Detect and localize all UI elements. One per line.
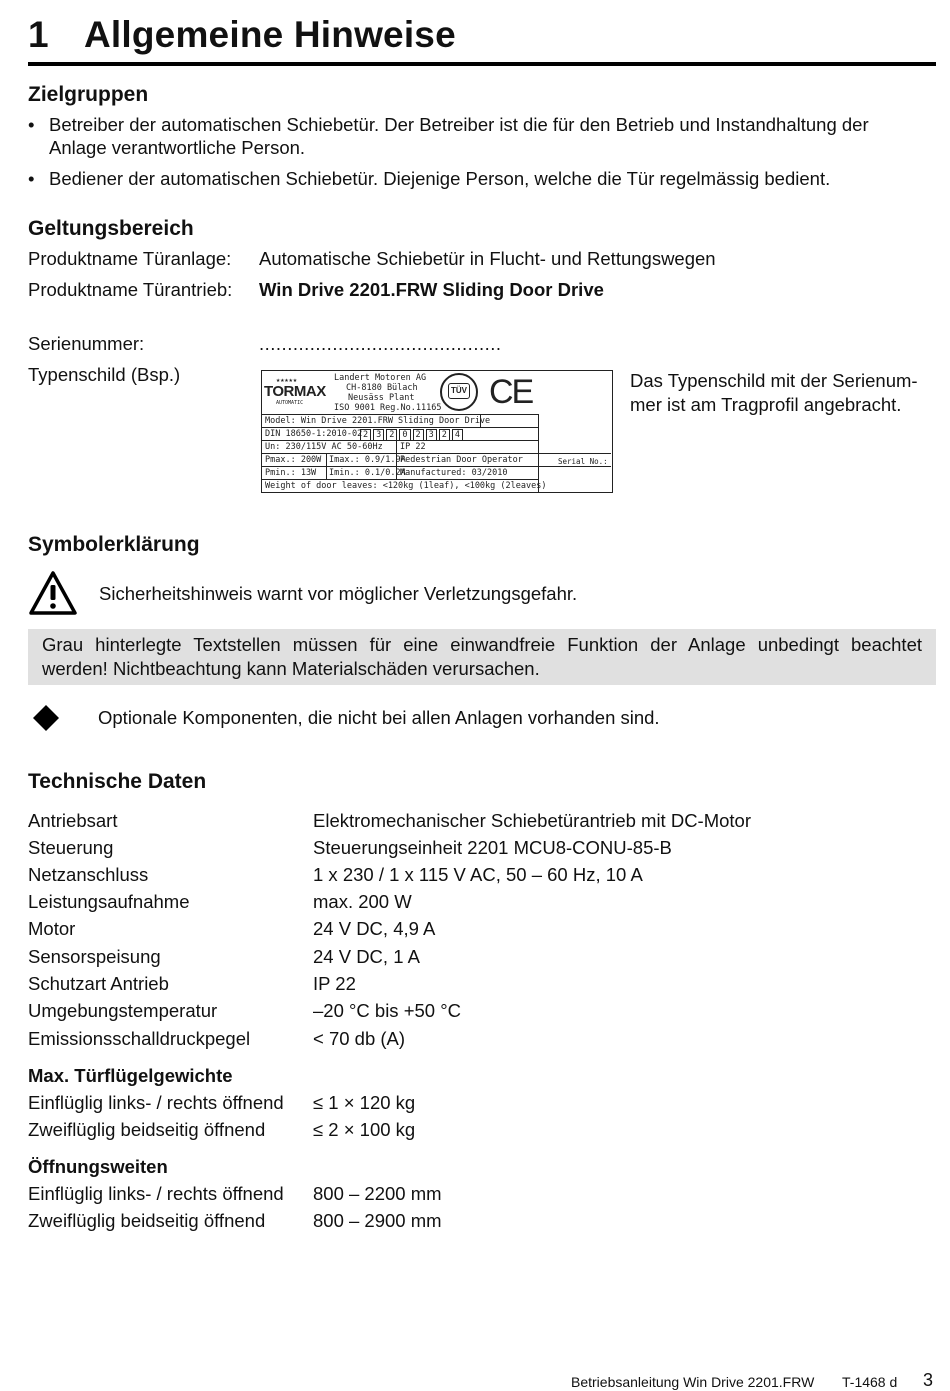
plate-label: Typenschild (Bsp.) xyxy=(28,364,181,385)
spec-label: Motor xyxy=(28,918,76,939)
plate-serial: Serial No.: xyxy=(558,457,608,466)
plate-divider xyxy=(262,427,538,428)
plate-city: CH-8180 Bülach xyxy=(346,383,418,393)
optional-description: Optionale Komponenten, die nicht bei allen Anlagen vorhanden sind. xyxy=(98,707,660,728)
spec-value: < 70 db (A) xyxy=(313,1028,406,1049)
tuv-label: TÜV xyxy=(448,383,470,399)
din-code: 2 xyxy=(386,429,397,441)
plate-divider xyxy=(262,414,538,415)
heading-rule xyxy=(28,62,936,66)
gray-notice-line: Grau hinterlegte Textstellen müssen für eine einwandfreie Funktion der Anlage unbedingt beachtet xyxy=(42,634,922,655)
plate-note-line: mer ist am Tragprofil angebracht. xyxy=(630,394,902,415)
section-title-technische-daten: Technische Daten xyxy=(28,770,207,793)
din-code: 2 xyxy=(413,429,424,441)
plate-weight: Weight of door leaves: <120kg (1leaf), <100kg (2leaves) xyxy=(265,481,547,491)
spec-value: 800 – 2900 mm xyxy=(313,1210,442,1231)
spec-label: Einflüglig links- / rechts öffnend xyxy=(28,1092,284,1113)
section-title-zielgruppen: Zielgruppen xyxy=(28,83,149,106)
bullet-dot: • xyxy=(28,114,35,135)
list-item-line: Anlage verantwortliche Person. xyxy=(49,137,306,158)
gray-notice-line: werden! Nichtbeachtung kann Materialschäden verursachen. xyxy=(42,658,540,679)
type-plate xyxy=(261,370,613,493)
warning-description: Sicherheitshinweis warnt vor möglicher Verletzungsgefahr. xyxy=(99,583,578,604)
stars-icon: ★★★★★ xyxy=(276,376,298,384)
bullet-dot: • xyxy=(28,168,35,189)
footer-document-title: Betriebsanleitung Win Drive 2201.FRW xyxy=(571,1374,815,1390)
product-drive-label: Produktname Türantrieb: xyxy=(28,279,233,300)
plate-operator: Pedestrian Door Operator xyxy=(400,455,523,465)
spec-label: Zweiflüglig beidseitig öffnend xyxy=(28,1210,266,1231)
page-number: 3 xyxy=(923,1370,934,1390)
tormax-logo: TORMAX xyxy=(264,383,326,400)
din-code: 3 xyxy=(373,429,384,441)
serial-dotted-line: ........................................... xyxy=(259,333,502,354)
plate-pmin: Pmin.: 13W xyxy=(265,468,317,478)
section-title-geltungsbereich: Geltungsbereich xyxy=(28,217,194,240)
spec-label: Einflüglig links- / rechts öffnend xyxy=(28,1183,284,1204)
spec-value: 24 V DC, 4,9 A xyxy=(313,918,436,939)
spec-label: Netzanschluss xyxy=(28,864,149,885)
page-heading xyxy=(28,14,456,56)
plate-manufactured: Manufactured: 03/2010 xyxy=(400,468,508,478)
section-title-symbole: Symbolerklärung xyxy=(28,533,200,556)
din-code: 0 xyxy=(399,429,410,441)
spec-label: Steuerung xyxy=(28,837,114,858)
plate-ip: IP 22 xyxy=(400,442,426,452)
spec-label: Leistungsaufnahme xyxy=(28,891,190,912)
footer-document-code: T-1468 d xyxy=(842,1374,898,1390)
spec-value: 24 V DC, 1 A xyxy=(313,946,420,967)
plate-pmax: Pmax.: 200W xyxy=(265,455,322,465)
plate-un: Un: 230/115V AC 50-60Hz xyxy=(265,442,383,452)
subsection-title-widths: Öffnungsweiten xyxy=(28,1156,168,1177)
product-door-value: Automatische Schiebetür in Flucht- und Rettungswegen xyxy=(259,248,716,269)
diamond-icon xyxy=(32,704,60,732)
spec-value: ≤ 2 × 100 kg xyxy=(313,1119,416,1140)
spec-value: Elektromechanischer Schiebetürantrieb mit DC-Motor xyxy=(313,810,752,831)
spec-label: Sensorspeisung xyxy=(28,946,161,967)
chapter-title: Allgemeine Hinweise xyxy=(84,14,456,55)
plate-divider xyxy=(326,453,327,479)
plate-imin: Imin.: 0.1/0.2A xyxy=(329,468,406,478)
spec-value: max. 200 W xyxy=(313,891,412,912)
subsection-title-weights: Max. Türflügelgewichte xyxy=(28,1065,233,1086)
ce-mark-icon: CE xyxy=(489,373,533,411)
product-door-label: Produktname Türanlage: xyxy=(28,248,232,269)
serial-label: Serienummer: xyxy=(28,333,145,354)
plate-note xyxy=(630,369,918,417)
tuv-seal-icon xyxy=(440,373,478,411)
din-code: 2 xyxy=(439,429,450,441)
spec-label: Emissionsschalldruckpegel xyxy=(28,1028,251,1049)
warning-triangle-icon xyxy=(28,570,78,616)
plate-divider xyxy=(262,479,538,480)
din-code: 4 xyxy=(452,429,463,441)
plate-divider xyxy=(262,453,611,454)
plate-din: DIN 18650-1:2010-02 xyxy=(265,429,363,439)
spec-label: Antriebsart xyxy=(28,810,118,831)
spec-value: 800 – 2200 mm xyxy=(313,1183,442,1204)
spec-value: 1 x 230 / 1 x 115 V AC, 50 – 60 Hz, 10 A xyxy=(313,864,643,885)
spec-value: –20 °C bis +50 °C xyxy=(313,1000,461,1021)
plate-plant: Neusäss Plant xyxy=(348,393,415,403)
spec-value: ≤ 1 × 120 kg xyxy=(313,1092,416,1113)
list-item xyxy=(49,113,939,159)
tormax-logo-sub: AUTOMATIC xyxy=(276,400,304,406)
list-item: Bediener der automatischen Schiebetür. Diejenige Person, welche die Tür regelmässig bedient. xyxy=(49,168,831,189)
chapter-number: 1 xyxy=(28,14,49,55)
plate-model: Model: Win Drive 2201.FRW Sliding Door Drive xyxy=(265,416,491,426)
plate-iso: ISO 9001 Reg.No.11165 xyxy=(334,403,442,413)
gray-notice-text xyxy=(42,633,922,681)
plate-din-codes xyxy=(360,429,463,441)
plate-note-line: Das Typenschild mit der Serienum- xyxy=(630,370,918,391)
plate-imax: Imax.: 0.9/1.9A xyxy=(329,455,406,465)
din-code: 2 xyxy=(360,429,371,441)
din-code: 3 xyxy=(426,429,437,441)
spec-label: Schutzart Antrieb xyxy=(28,973,169,994)
plate-company: Landert Motoren AG xyxy=(334,373,427,383)
spec-label: Umgebungstemperatur xyxy=(28,1000,218,1021)
spec-value: IP 22 xyxy=(313,973,356,994)
list-item-line: Betreiber der automatischen Schiebetür. Der Betreiber ist die für den Betrieb und Instandhaltung der xyxy=(49,114,869,135)
spec-label: Zweiflüglig beidseitig öffnend xyxy=(28,1119,266,1140)
product-drive-value: Win Drive 2201.FRW Sliding Door Drive xyxy=(259,279,604,300)
spec-value: Steuerungseinheit 2201 MCU8-CONU-85-B xyxy=(313,837,672,858)
gray-notice-box xyxy=(28,629,936,685)
